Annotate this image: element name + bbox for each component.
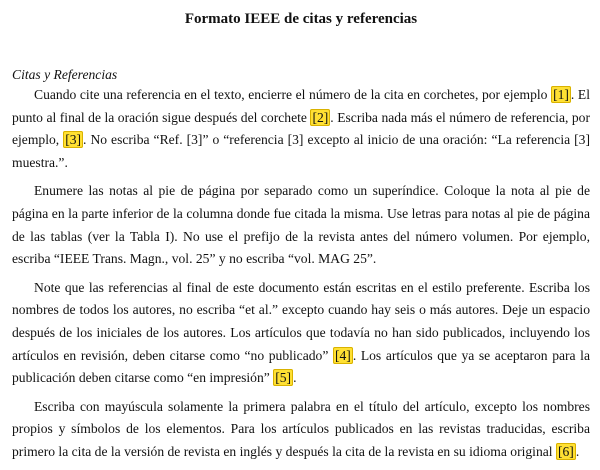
paragraph-text: . No escriba “Ref. [3]” o “referencia [3] excepto al inicio de una oración: “La referencia [3] muestra.”. [12, 132, 590, 170]
paragraph-text: . [293, 370, 297, 386]
citation-highlight: [2] [312, 109, 329, 125]
paragraph-text: . Los artículos que ya se aceptaron para la publicación deben citarse como “en impresión” [12, 347, 590, 386]
document-title: Formato IEEE de citas y referencias [184, 11, 418, 27]
paragraph-text: Note que las referencias al final de este documento están escritas en el estilo preferente. Escriba los nombres de todos los autores, no escriba “et al.” excepto cuando hay seis o más autores. Deje un espacio después de los iniciales de los autores. Los artículos que todavía no han sido publicados, incluyendo los artículos en revisión, deben citarse como “no publicado” [12, 279, 590, 363]
paragraph-2 [12, 180, 590, 270]
citation-highlight: [3] [65, 132, 82, 148]
paragraph-text: . [575, 443, 580, 459]
citation-highlight: [5] [275, 370, 292, 386]
paragraph-text: Escriba con mayúscula solamente la primera palabra en el título del artículo, excepto los nombres propios y símbolos de los elementos. Para los artículos publicados en las revistas traducidas, escriba primero la cita de la versión de revista en inglés y después la cita de la revista en su idioma original [12, 398, 590, 459]
paragraph-4 [12, 396, 590, 464]
section-heading: Citas y Referencias [12, 67, 118, 82]
document-page [12, 0, 590, 470]
paragraph-text: Enumere las notas al pie de página por separado como un superíndice. Coloque la nota al pie de página en la parte inferior de la columna donde fue citada la misma. Use letras para notas al pie de página de las tablas (ver la Tabla I). No use el prefijo de la revista antes del número volumen. Por ejemplo, escriba “IEEE Trans. Magn., vol. 25” y no escriba “vol. MAG 25”. [12, 183, 590, 267]
paragraph-3 [12, 277, 590, 390]
citation-highlight: [4] [334, 347, 351, 363]
paragraph-text: Cuando cite una referencia en el texto, encierre el número de la cita en corchetes, por ejemplo [34, 87, 552, 102]
citation-highlight: [1] [553, 87, 569, 102]
paragraph-text: . Escriba nada más el número de referencia, por ejemplo, [12, 109, 590, 148]
paragraph-1 [12, 84, 590, 174]
document-body [12, 84, 590, 464]
citation-highlight: [6] [557, 443, 574, 459]
paragraph-text: . El punto al final de la oración sigue después del corchete [12, 87, 590, 125]
